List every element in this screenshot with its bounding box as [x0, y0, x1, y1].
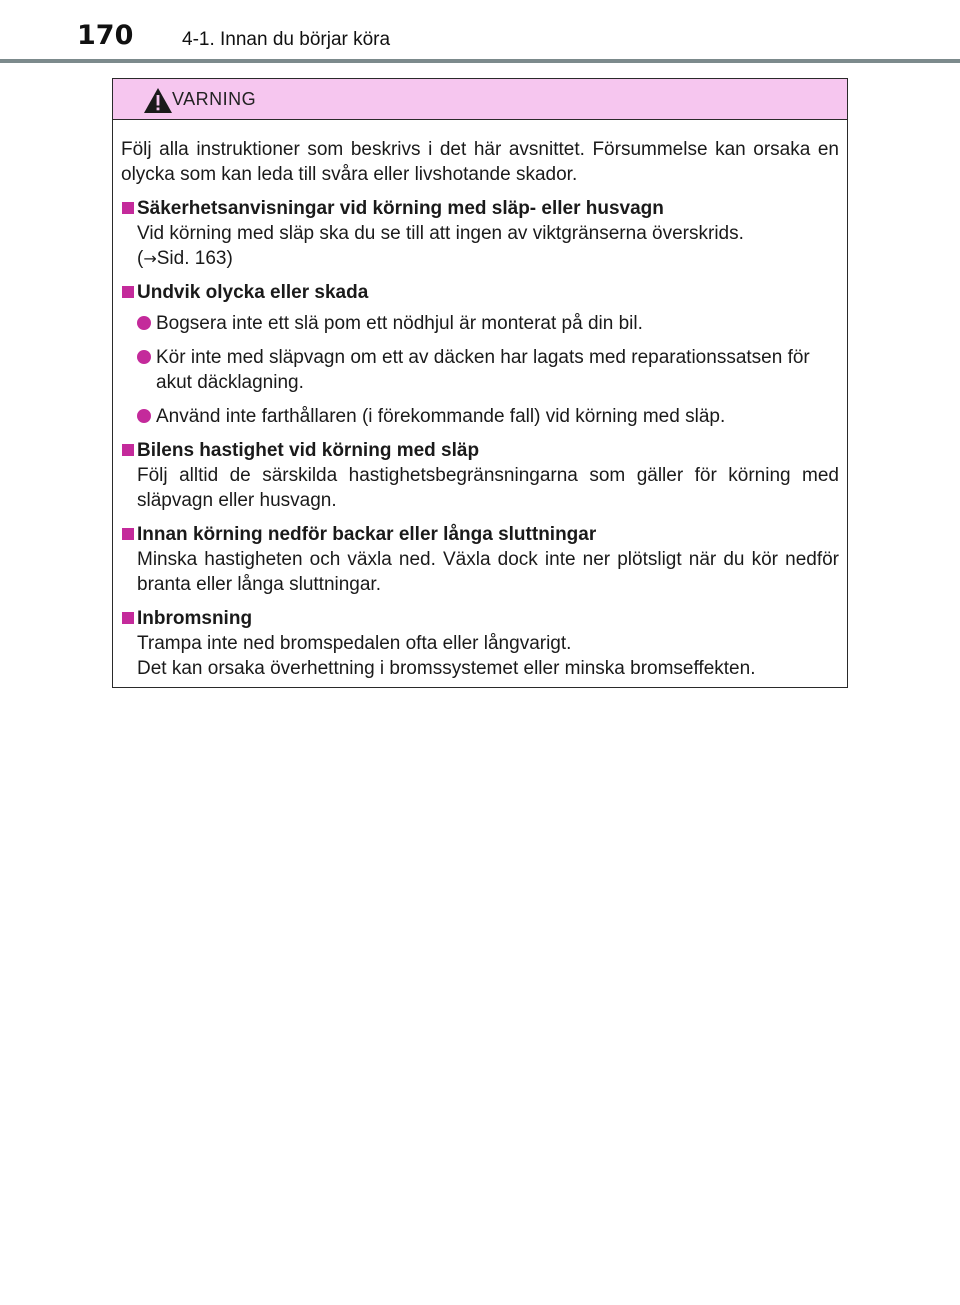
- warning-box: [112, 78, 848, 688]
- square-bullet-icon: [122, 612, 134, 624]
- circle-bullet-icon: [137, 350, 151, 364]
- warning-title: VARNING: [172, 89, 257, 109]
- section-heading: Innan körning nedför backar eller långa sluttningar: [121, 522, 839, 547]
- section-text: Minska hastigheten och växla ned. Växla dock inte ner plötsligt när du kör nedför branta eller långa sluttningar.: [137, 549, 839, 595]
- section-heading: Undvik olycka eller skada: [121, 280, 839, 305]
- square-bullet-icon: [122, 528, 134, 540]
- section-text: Trampa inte ned bromspedalen ofta eller långvarigt. Det kan orsaka överhettning i bromssystemet eller minska bromseffekten.: [137, 633, 756, 679]
- section-text: Följ alltid de särskilda hastighetsbegränsningarna som gäller för körning med släpvagn eller husvagn.: [137, 465, 839, 511]
- header-rule: [0, 59, 960, 63]
- section-heading: Bilens hastighet vid körning med släp: [121, 438, 839, 463]
- square-bullet-icon: [122, 444, 134, 456]
- chapter-title: 4-1. Innan du börjar köra: [182, 29, 391, 50]
- list-item: Använd inte farthållaren (i förekommande fall) vid körning med släp.: [121, 404, 839, 429]
- warning-intro: Följ alla instruktioner som beskrivs i det här avsnittet. Försummelse kan orsaka en olycka som kan leda till svåra eller livshotande skador.: [121, 139, 839, 185]
- square-bullet-icon: [122, 202, 134, 214]
- warning-header: [113, 79, 847, 120]
- warning-triangle-icon: [143, 87, 173, 114]
- list-item: Bogsera inte ett slä pom ett nödhjul är monterat på din bil.: [121, 311, 839, 336]
- circle-bullet-icon: [137, 409, 151, 423]
- page-header: [0, 0, 960, 64]
- section-heading: Inbromsning: [121, 606, 839, 631]
- section-text: Vid körning med släp ska du se till att ingen av viktgränserna överskrids. (→Sid. 163): [121, 221, 839, 271]
- list-item: Kör inte med släpvagn om ett av däcken har lagats med reparationssatsen för akut däcklagning.: [121, 345, 839, 395]
- page-reference: (→Sid. 163): [137, 248, 233, 269]
- circle-bullet-icon: [137, 316, 151, 330]
- arrow-right-icon: →: [143, 249, 157, 268]
- page-number: 170: [77, 20, 134, 51]
- square-bullet-icon: [122, 286, 134, 298]
- section-heading: Säkerhetsanvisningar vid körning med släp- eller husvagn: [121, 196, 839, 221]
- warning-body: [113, 120, 847, 681]
